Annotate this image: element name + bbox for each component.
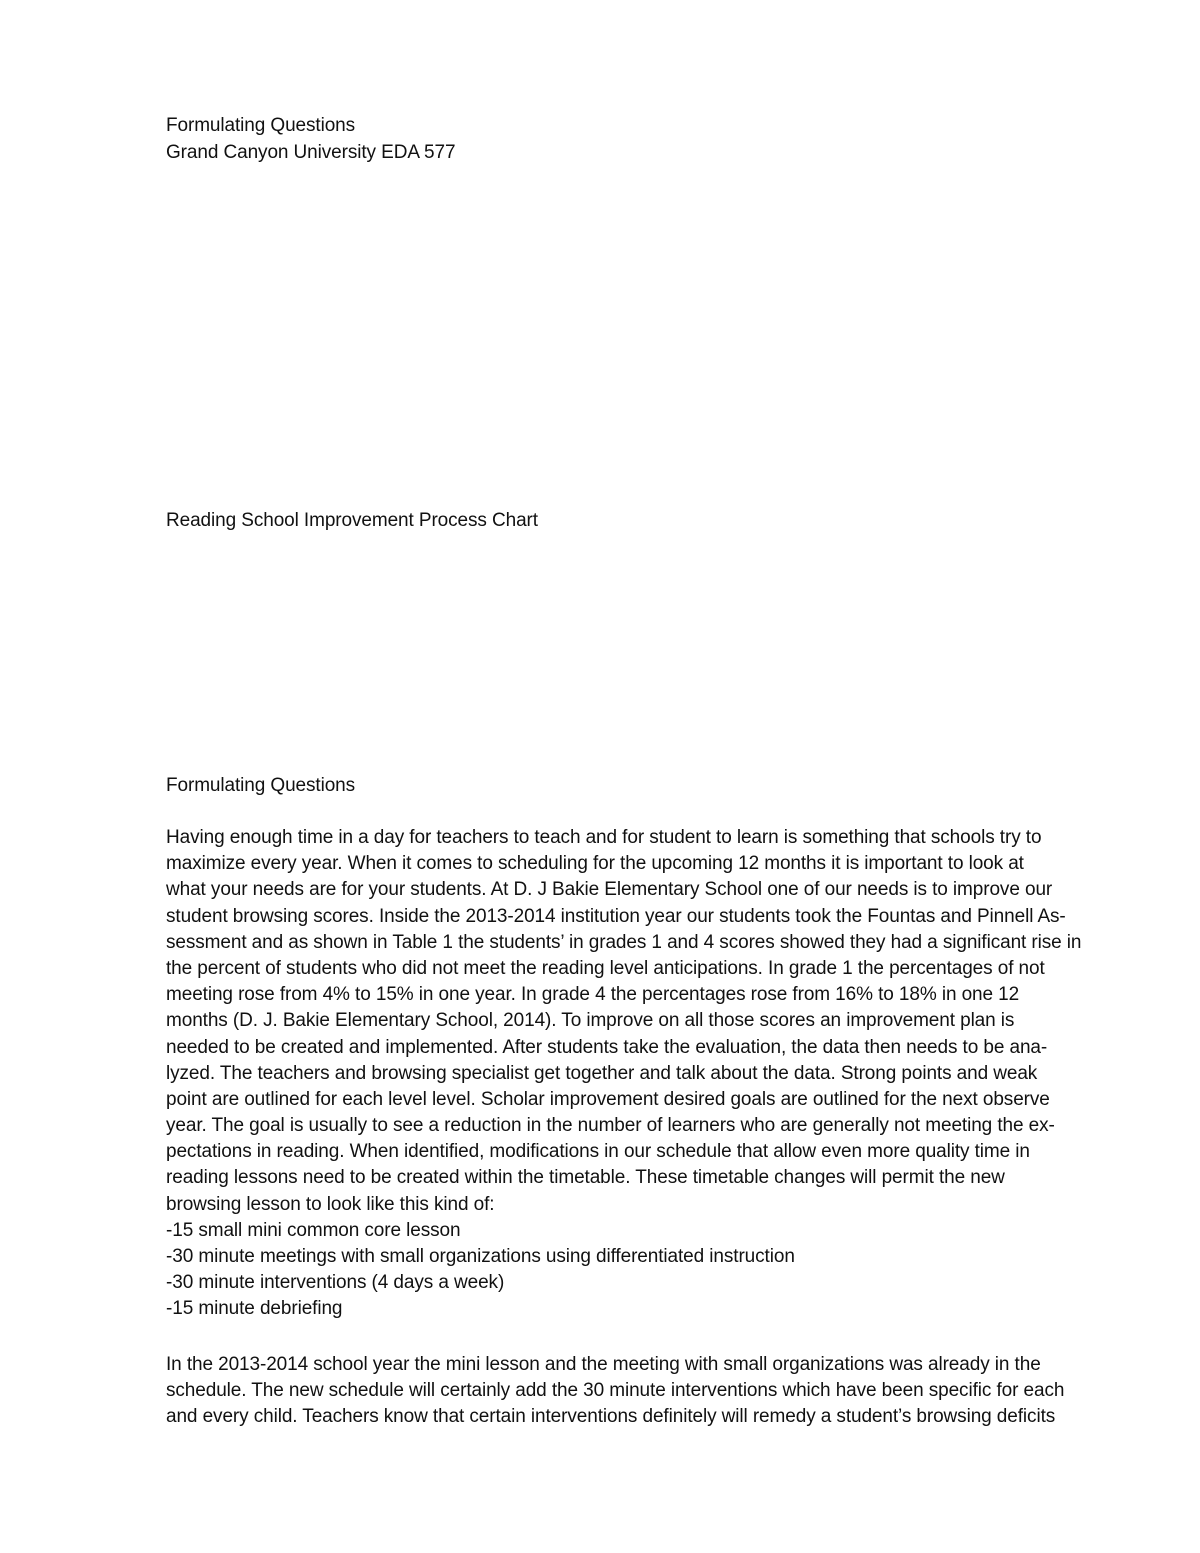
text-line: and every child. Teachers know that certain interventions definitely will remedy a student’s browsing deficits xyxy=(166,1406,1056,1428)
text-line: -30 minute meetings with small organizations using differentiated instruction xyxy=(166,1246,795,1267)
text-line: -15 small mini common core lesson xyxy=(166,1219,461,1241)
text-line: lyzed. The teachers and browsing specialist get together and talk about the data. Strong points and weak xyxy=(166,1062,1038,1084)
paragraph-1 xyxy=(166,825,1126,1323)
text-line: maximize every year. When it comes to scheduling for the upcoming 12 months it is important to look at xyxy=(166,853,1024,875)
text-line: meeting rose from 4% to 15% in one year. In grade 4 the percentages rose from 16% to 18% in one 12 xyxy=(166,984,1020,1006)
section-heading: Formulating Questions xyxy=(166,775,356,796)
text-line: year. The goal is usually to see a reduction in the number of learners who are generally not meeting the ex- xyxy=(166,1115,1055,1137)
text-line: student browsing scores. Inside the 2013-2014 institution year our students took the Fountas and Pinnell As- xyxy=(166,905,1066,927)
text-line: needed to be created and implemented. After students take the evaluation, the data then needs to be ana- xyxy=(166,1036,1048,1058)
text-line: -30 minute interventions (4 days a week) xyxy=(166,1272,505,1294)
paragraph-2 xyxy=(166,1352,1126,1431)
text-line: point are outlined for each level level. Scholar improvement desired goals are outlined for the next observe xyxy=(166,1088,1050,1110)
text-line: sessment and as shown in Table 1 the students’ in grades 1 and 4 scores showed they had a significant rise in xyxy=(166,931,1082,953)
text-line: -15 minute debriefing xyxy=(166,1298,343,1320)
text-line: browsing lesson to look like this kind of: xyxy=(166,1193,495,1215)
document-subtitle: Grand Canyon University EDA 577 xyxy=(166,142,456,163)
text-line: months (D. J. Bakie Elementary School, 2014). To improve on all those scores an improvement plan is xyxy=(166,1010,1015,1032)
text-line: reading lessons need to be created within the timetable. These timetable changes will permit the new xyxy=(166,1167,1005,1189)
chart-section-title: Reading School Improvement Process Chart xyxy=(166,510,538,531)
text-line: the percent of students who did not meet the reading level anticipations. In grade 1 the percentages of not xyxy=(166,957,1045,979)
text-line: Having enough time in a day for teachers to teach and for student to learn is something that schools try to xyxy=(166,827,1042,848)
text-line: what your needs are for your students. At D. J Bakie Elementary School one of our needs is to improve our xyxy=(166,879,1053,901)
text-line: schedule. The new schedule will certainly add the 30 minute interventions which have been specific for each xyxy=(166,1380,1065,1402)
text-line: pectations in reading. When identified, modifications in our schedule that allow even more quality time in xyxy=(166,1141,1030,1163)
document-title: Formulating Questions xyxy=(166,115,356,136)
text-line: In the 2013-2014 school year the mini lesson and the meeting with small organizations was already in the xyxy=(166,1354,1041,1375)
